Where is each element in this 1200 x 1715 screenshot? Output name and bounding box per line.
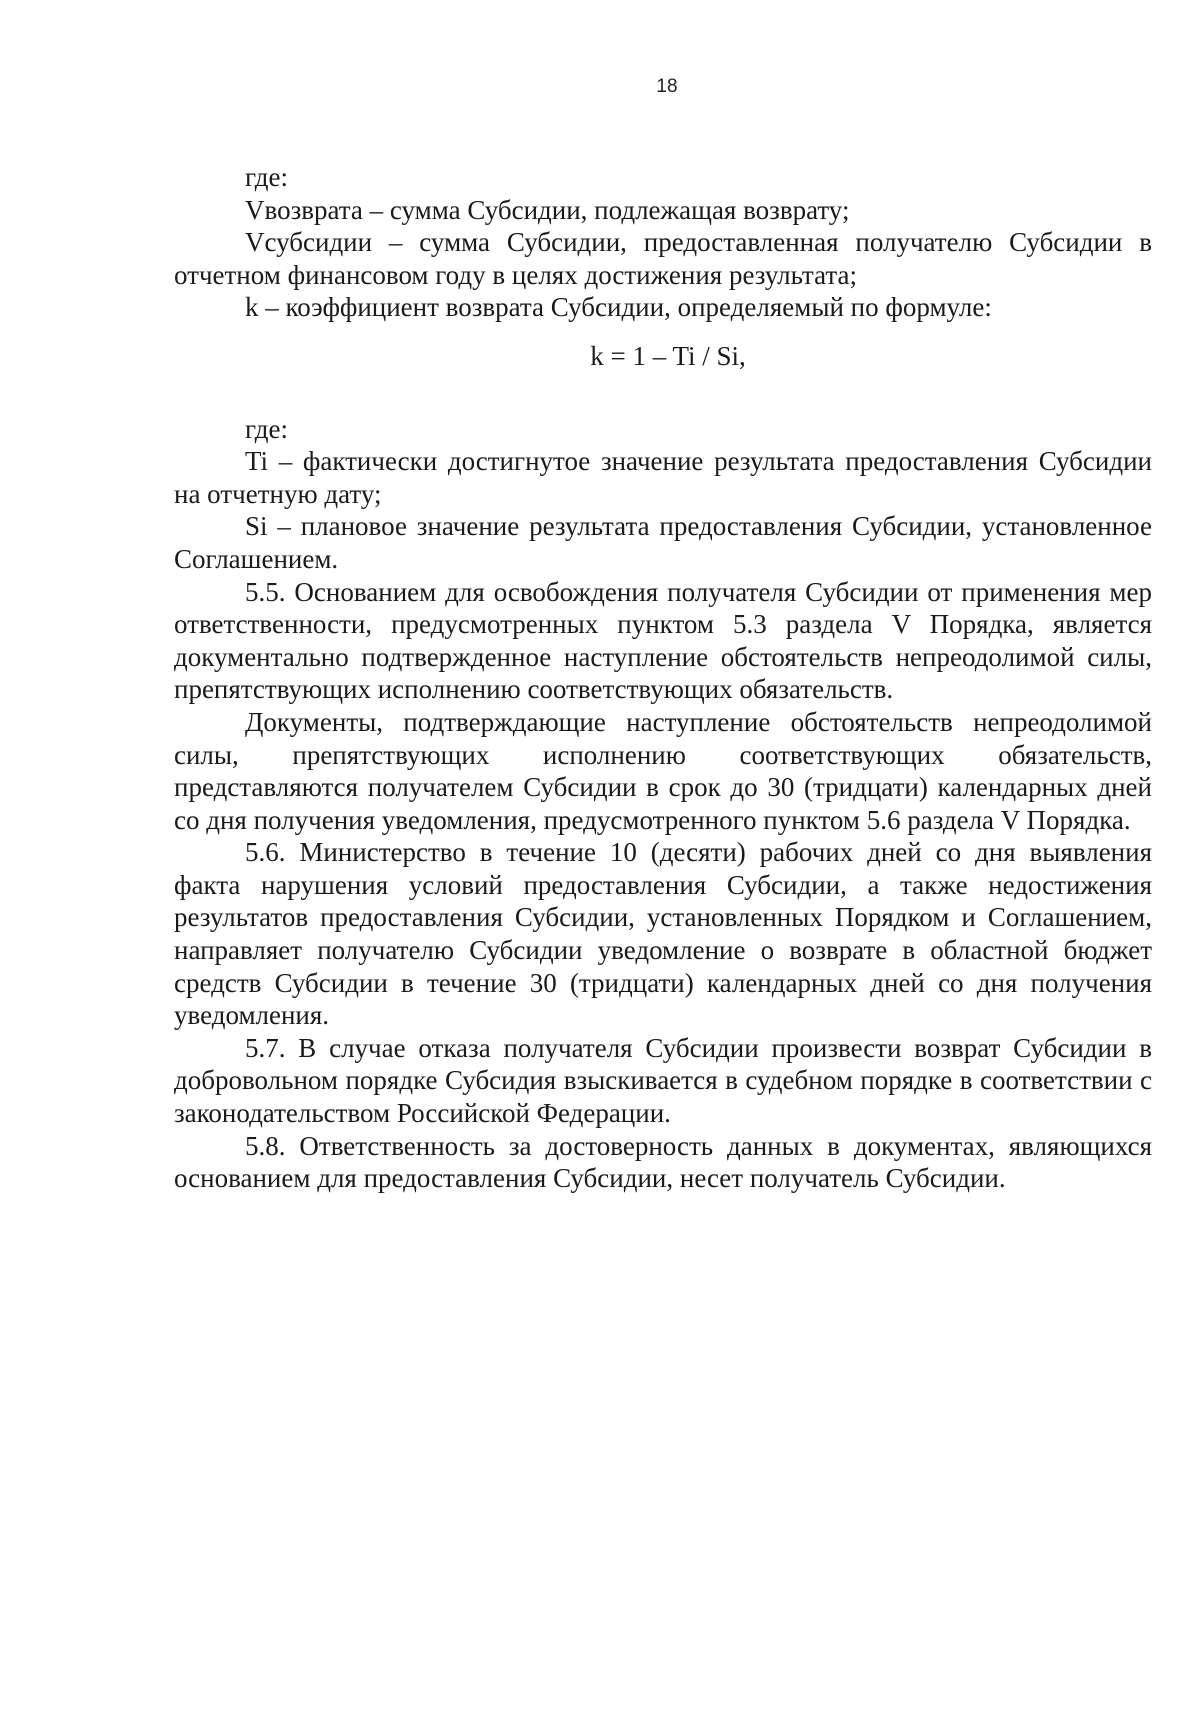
paragraph-5-6: 5.6. Министерство в течение 10 (десяти) рабочих дней со дня выявления факта нарушения условий предоставления Субсидии, а также недостижения результатов предоставления Субсидии, установленных Порядком и Соглашением, направляет получателю Субсидии уведомление о возврате в областной бюджет средств Субсидии в течение 30 (тридцати) календарных дней со дня получения уведомления. [174,837,1152,1031]
paragraph-5-7: 5.7. В случае отказа получателя Субсидии произвести возврат Субсидии в добровольном порядке Субсидия взыскивается в судебном порядке в соответствии с законодательством Российской Федерации. [174,1032,1152,1129]
paragraph-where-1: где: [245,162,288,192]
paragraph-k-definition: k – коэффициент возврата Субсидии, определяемый по формуле: [245,292,992,323]
document-body [174,161,1152,1195]
paragraph-documents: Документы, подтверждающие наступление обстоятельств непреодолимой силы, препятствующих исполнению соответствующих обязательств, представляются получателем Субсидии в срок до 30 (тридцати) календарных дней со дня получения уведомления, предусмотренного пунктом 5.6 раздела V Порядка. [174,706,1152,835]
paragraph-si-definition: Si – плановое значение результата предоставления Субсидии, установленное Соглашением. [174,511,1152,574]
formula: k = 1 – Ti / Si, [590,340,746,371]
paragraph-5-8: 5.8. Ответственность за достоверность данных в документах, являющихся основанием для предоставления Субсидии, несет получатель Субсидии. [174,1130,1152,1194]
paragraph-5-5: 5.5. Основанием для освобождения получателя Субсидии от применения мер ответственности, предусмотренных пунктом 5.3 раздела V Порядка, является документально подтвержденное наступление обстоятельств непреодолимой силы, препятствующих исполнению соответствующих обязательств. [174,576,1152,705]
paragraph-ti-definition: Ti – фактически достигнутое значение результата предоставления Субсидии на отчетную дату; [174,446,1152,509]
paragraph-v-subsidy: Vсубсидии – сумма Субсидии, предоставленная получателю Субсидии в отчетном финансовом году в целях достижения результата; [174,227,1152,290]
paragraph-where-2: где: [245,413,288,444]
page-number: 18 [656,76,678,97]
paragraph-v-return: Vвозврата – сумма Субсидии, подлежащая возврату; [245,194,850,225]
